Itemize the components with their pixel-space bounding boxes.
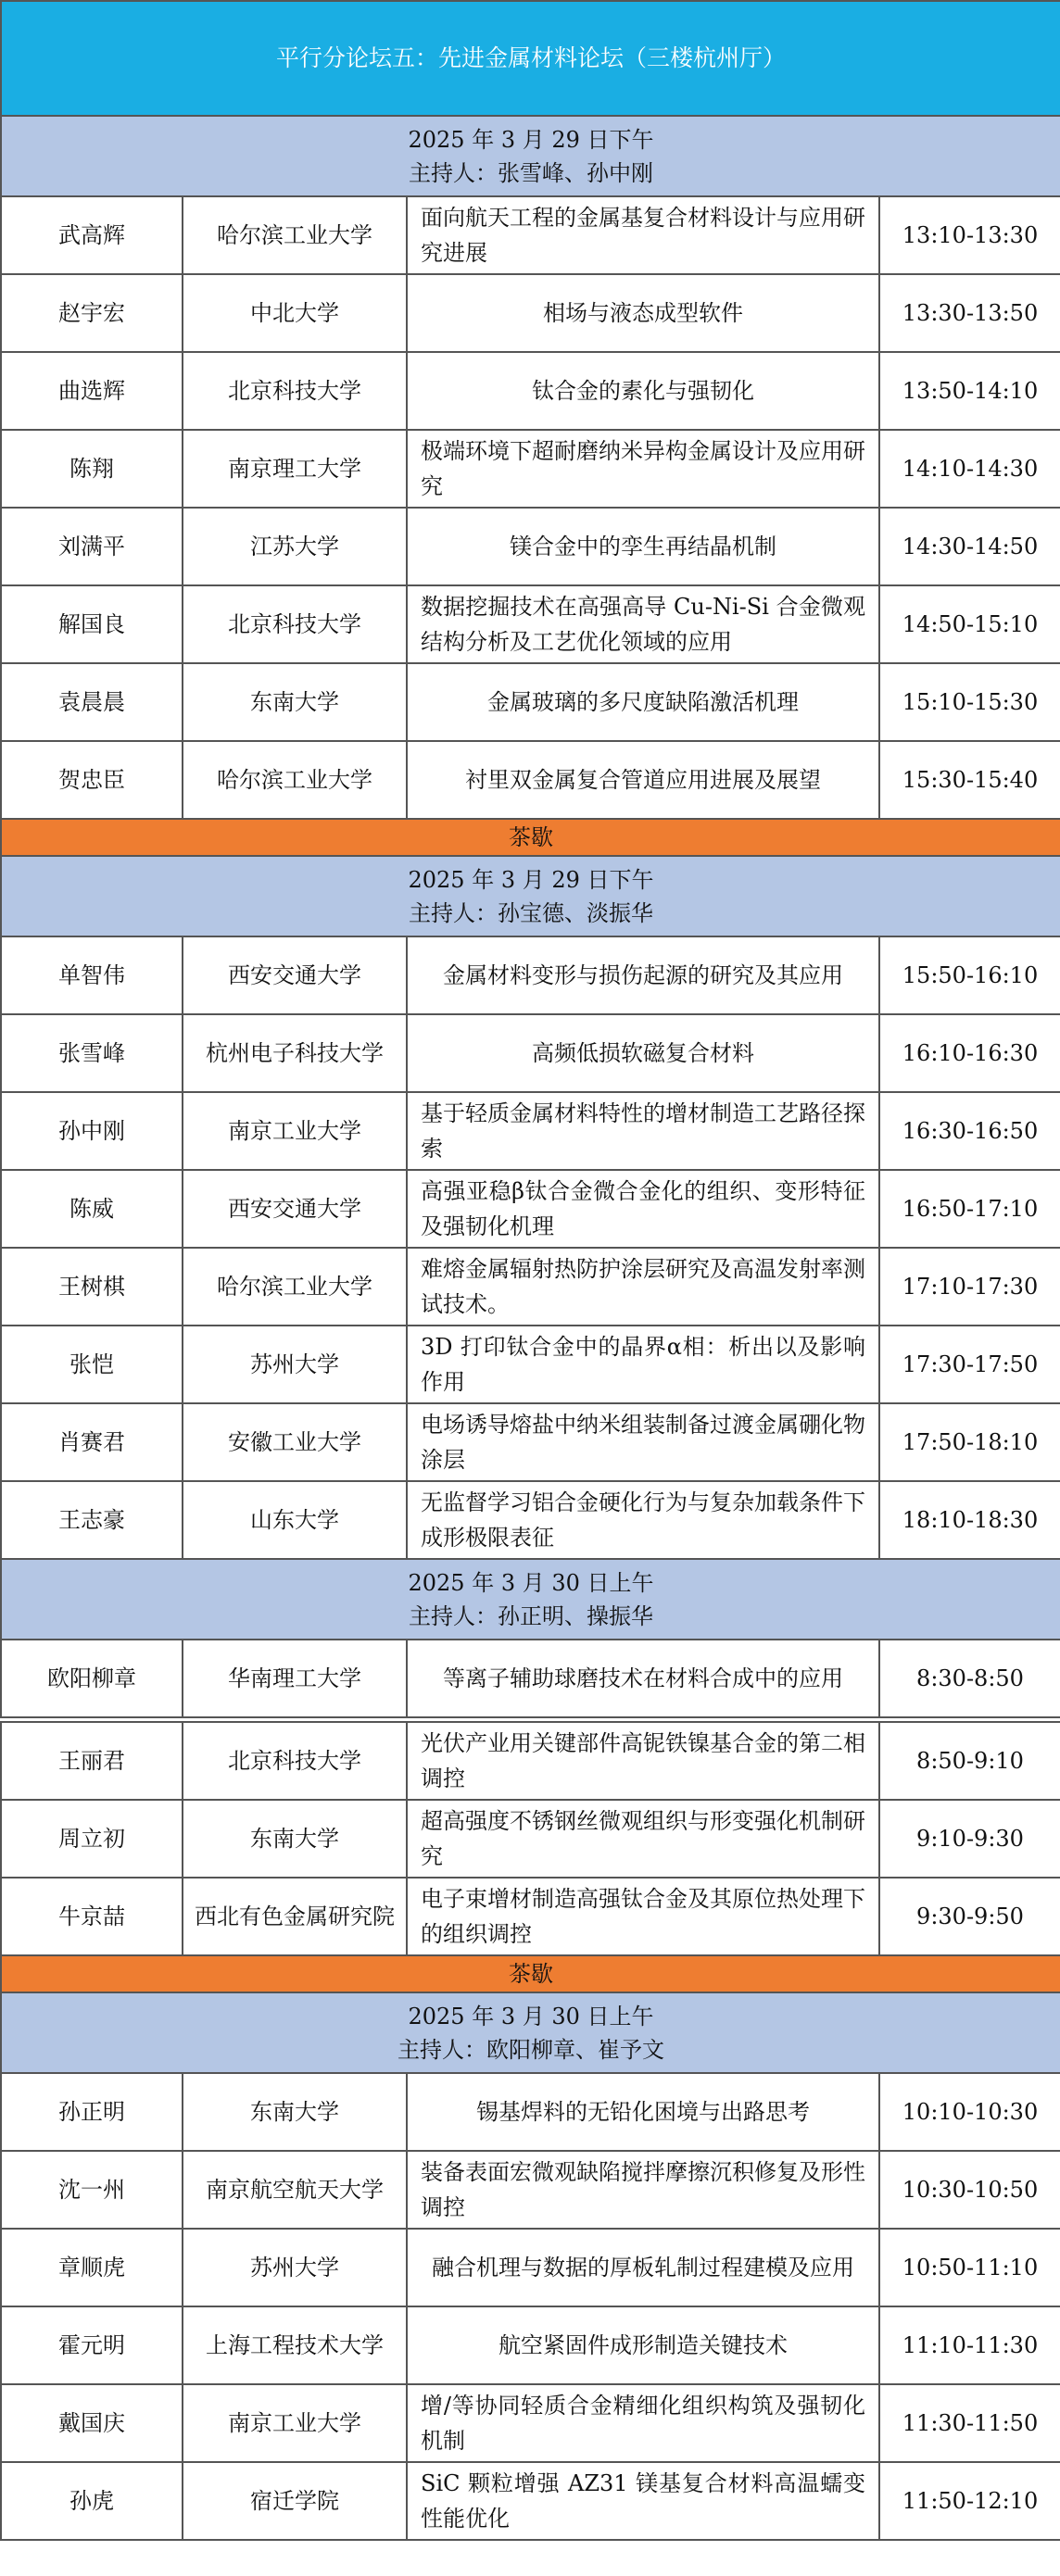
speaker-institution: 东南大学: [183, 2073, 407, 2151]
talk-topic: SiC 颗粒增强 AZ31 镁基复合材料高温蠕变性能优化: [407, 2462, 879, 2540]
talk-topic: 航空紧固件成形制造关键技术: [407, 2306, 879, 2384]
talk-topic: 锡基焊料的无铅化困境与出路思考: [407, 2073, 879, 2151]
speaker-institution: 南京理工大学: [183, 430, 407, 508]
session-header-row: [1, 1559, 1060, 1640]
talk-time: 17:50-18:10: [879, 1403, 1060, 1481]
talk-row: [1, 936, 1060, 1014]
talk-time: 13:50-14:10: [879, 352, 1060, 430]
talk-topic: 融合机理与数据的厚板轧制过程建模及应用: [407, 2229, 879, 2306]
talk-row: [1, 2229, 1060, 2306]
speaker-institution: 哈尔滨工业大学: [183, 196, 407, 274]
speaker-institution: 东南大学: [183, 663, 407, 741]
talk-row: [1, 2384, 1060, 2462]
session-date: 2025 年 3 月 29 日下午: [408, 126, 654, 153]
speaker-name: 孙中刚: [1, 1092, 183, 1170]
session-header-row: [1, 116, 1060, 196]
speaker-name: 曲选辉: [1, 352, 183, 430]
tea-break-label: 茶歇: [1, 1955, 1060, 1992]
talk-row: [1, 508, 1060, 585]
talk-topic: 金属玻璃的多尺度缺陷激活机理: [407, 663, 879, 741]
talk-time: 11:50-12:10: [879, 2462, 1060, 2540]
talk-topic: 基于轻质金属材料特性的增材制造工艺路径探索: [407, 1092, 879, 1170]
session-host: 主持人：欧阳柳章、崔予文: [398, 2036, 664, 2063]
talk-topic: 装备表面宏微观缺陷搅拌摩擦沉积修复及形性调控: [407, 2151, 879, 2229]
talk-row: [1, 274, 1060, 352]
speaker-institution: 苏州大学: [183, 2229, 407, 2306]
talk-time: 14:50-15:10: [879, 585, 1060, 663]
speaker-institution: 上海工程技术大学: [183, 2306, 407, 2384]
talk-topic: 等离子辅助球磨技术在材料合成中的应用: [407, 1640, 879, 1717]
session-header: [1, 856, 1060, 936]
talk-time: 15:30-15:40: [879, 741, 1060, 819]
speaker-institution: 北京科技大学: [183, 352, 407, 430]
talk-topic: 钛合金的素化与强韧化: [407, 352, 879, 430]
talk-row: [1, 1403, 1060, 1481]
speaker-institution: 哈尔滨工业大学: [183, 741, 407, 819]
speaker-name: 陈威: [1, 1170, 183, 1248]
talk-time: 15:50-16:10: [879, 936, 1060, 1014]
session-header-row: [1, 1992, 1060, 2073]
talk-time: 8:30-8:50: [879, 1640, 1060, 1717]
speaker-name: 陈翔: [1, 430, 183, 508]
talk-time: 9:30-9:50: [879, 1878, 1060, 1955]
talk-row: [1, 2073, 1060, 2151]
talk-topic: 相场与液态成型软件: [407, 274, 879, 352]
talk-time: 17:30-17:50: [879, 1326, 1060, 1403]
talk-row: [1, 196, 1060, 274]
talk-topic: 超高强度不锈钢丝微观组织与形变强化机制研究: [407, 1800, 879, 1878]
session-header-row: [1, 856, 1060, 936]
talk-row: [1, 1878, 1060, 1955]
talk-time: 10:30-10:50: [879, 2151, 1060, 2229]
talk-row: [1, 1170, 1060, 1248]
talk-topic: 增/等协同轻质合金精细化组织构筑及强韧化机制: [407, 2384, 879, 2462]
speaker-institution: 安徽工业大学: [183, 1403, 407, 1481]
talk-time: 17:10-17:30: [879, 1248, 1060, 1326]
speaker-name: 武高辉: [1, 196, 183, 274]
speaker-institution: 西北有色金属研究院: [183, 1878, 407, 1955]
talk-topic: 电子束增材制造高强钛合金及其原位热处理下的组织调控: [407, 1878, 879, 1955]
talk-row: [1, 1722, 1060, 1800]
speaker-name: 孙虎: [1, 2462, 183, 2540]
speaker-name: 袁晨晨: [1, 663, 183, 741]
speaker-name: 牛京喆: [1, 1878, 183, 1955]
speaker-institution: 苏州大学: [183, 1326, 407, 1403]
speaker-name: 章顺虎: [1, 2229, 183, 2306]
speaker-institution: 南京工业大学: [183, 1092, 407, 1170]
talk-row: [1, 1092, 1060, 1170]
schedule-body: [1, 1, 1060, 2540]
talk-topic: 衬里双金属复合管道应用进展及展望: [407, 741, 879, 819]
speaker-name: 周立初: [1, 1800, 183, 1878]
speaker-institution: 西安交通大学: [183, 1170, 407, 1248]
talk-row: [1, 1800, 1060, 1878]
session-header: [1, 1992, 1060, 2073]
speaker-institution: 南京航空航天大学: [183, 2151, 407, 2229]
talk-time: 10:50-11:10: [879, 2229, 1060, 2306]
talk-topic: 镁合金中的孪生再结晶机制: [407, 508, 879, 585]
speaker-institution: 东南大学: [183, 1800, 407, 1878]
speaker-name: 王志豪: [1, 1481, 183, 1559]
speaker-name: 戴国庆: [1, 2384, 183, 2462]
tea-break-label: 茶歇: [1, 819, 1060, 856]
speaker-name: 赵宇宏: [1, 274, 183, 352]
speaker-institution: 华南理工大学: [183, 1640, 407, 1717]
speaker-institution: 宿迁学院: [183, 2462, 407, 2540]
talk-time: 8:50-9:10: [879, 1722, 1060, 1800]
session-header: [1, 1559, 1060, 1640]
session-header: [1, 116, 1060, 196]
tea-break-row: [1, 819, 1060, 856]
speaker-name: 张雪峰: [1, 1014, 183, 1092]
speaker-institution: 杭州电子科技大学: [183, 1014, 407, 1092]
speaker-institution: 北京科技大学: [183, 1722, 407, 1800]
talk-topic: 3D 打印钛合金中的晶界α相：析出以及影响作用: [407, 1326, 879, 1403]
speaker-name: 孙正明: [1, 2073, 183, 2151]
speaker-name: 刘满平: [1, 508, 183, 585]
speaker-institution: 西安交通大学: [183, 936, 407, 1014]
talk-topic: 金属材料变形与损伤起源的研究及其应用: [407, 936, 879, 1014]
talk-topic: 难熔金属辐射热防护涂层研究及高温发射率测试技术。: [407, 1248, 879, 1326]
talk-time: 15:10-15:30: [879, 663, 1060, 741]
talk-row: [1, 1248, 1060, 1326]
talk-time: 11:10-11:30: [879, 2306, 1060, 2384]
talk-time: 14:10-14:30: [879, 430, 1060, 508]
speaker-name: 肖赛君: [1, 1403, 183, 1481]
speaker-name: 张恺: [1, 1326, 183, 1403]
speaker-name: 霍元明: [1, 2306, 183, 2384]
session-date: 2025 年 3 月 30 日上午: [408, 2003, 654, 2029]
speaker-name: 解国良: [1, 585, 183, 663]
speaker-institution: 江苏大学: [183, 508, 407, 585]
talk-topic: 高强亚稳β钛合金微合金化的组织、变形特征及强韧化机理: [407, 1170, 879, 1248]
talk-time: 16:30-16:50: [879, 1092, 1060, 1170]
talk-row: [1, 1481, 1060, 1559]
forum-title-row: [1, 1, 1060, 116]
session-host: 主持人：张雪峰、孙中刚: [409, 159, 653, 186]
talk-row: [1, 2151, 1060, 2229]
speaker-name: 王树棋: [1, 1248, 183, 1326]
talk-row: [1, 2306, 1060, 2384]
session-host: 主持人：孙宝德、淡振华: [409, 899, 653, 926]
session-host: 主持人：孙正明、操振华: [409, 1602, 653, 1629]
talk-time: 9:10-9:30: [879, 1800, 1060, 1878]
talk-row: [1, 352, 1060, 430]
talk-time: 10:10-10:30: [879, 2073, 1060, 2151]
talk-row: [1, 430, 1060, 508]
speaker-institution: 山东大学: [183, 1481, 407, 1559]
talk-time: 13:10-13:30: [879, 196, 1060, 274]
talk-topic: 高频低损软磁复合材料: [407, 1014, 879, 1092]
talk-row: [1, 741, 1060, 819]
talk-row: [1, 2462, 1060, 2540]
talk-row: [1, 1014, 1060, 1092]
speaker-institution: 哈尔滨工业大学: [183, 1248, 407, 1326]
talk-time: 14:30-14:50: [879, 508, 1060, 585]
forum-title: 平行分论坛五：先进金属材料论坛（三楼杭州厅）: [1, 1, 1060, 116]
talk-row: [1, 663, 1060, 741]
speaker-institution: 中北大学: [183, 274, 407, 352]
talk-topic: 无监督学习铝合金硬化行为与复杂加载条件下成形极限表征: [407, 1481, 879, 1559]
talk-time: 11:30-11:50: [879, 2384, 1060, 2462]
session-date: 2025 年 3 月 30 日上午: [408, 1569, 654, 1596]
speaker-institution: 南京工业大学: [183, 2384, 407, 2462]
speaker-name: 单智伟: [1, 936, 183, 1014]
tea-break-row: [1, 1955, 1060, 1992]
speaker-name: 沈一州: [1, 2151, 183, 2229]
talk-row: [1, 1640, 1060, 1717]
talk-topic: 数据挖掘技术在高强高导 Cu-Ni-Si 合金微观结构分析及工艺优化领域的应用: [407, 585, 879, 663]
talk-time: 13:30-13:50: [879, 274, 1060, 352]
talk-time: 16:10-16:30: [879, 1014, 1060, 1092]
speaker-institution: 北京科技大学: [183, 585, 407, 663]
talk-time: 18:10-18:30: [879, 1481, 1060, 1559]
talk-row: [1, 585, 1060, 663]
session-date: 2025 年 3 月 29 日下午: [408, 866, 654, 893]
talk-row: [1, 1326, 1060, 1403]
speaker-name: 欧阳柳章: [1, 1640, 183, 1717]
speaker-name: 王丽君: [1, 1722, 183, 1800]
talk-time: 16:50-17:10: [879, 1170, 1060, 1248]
talk-topic: 电场诱导熔盐中纳米组装制备过渡金属硼化物涂层: [407, 1403, 879, 1481]
talk-topic: 光伏产业用关键部件高铌铁镍基合金的第二相调控: [407, 1722, 879, 1800]
speaker-name: 贺忠臣: [1, 741, 183, 819]
talk-topic: 面向航天工程的金属基复合材料设计与应用研究进展: [407, 196, 879, 274]
talk-topic: 极端环境下超耐磨纳米异构金属设计及应用研究: [407, 430, 879, 508]
